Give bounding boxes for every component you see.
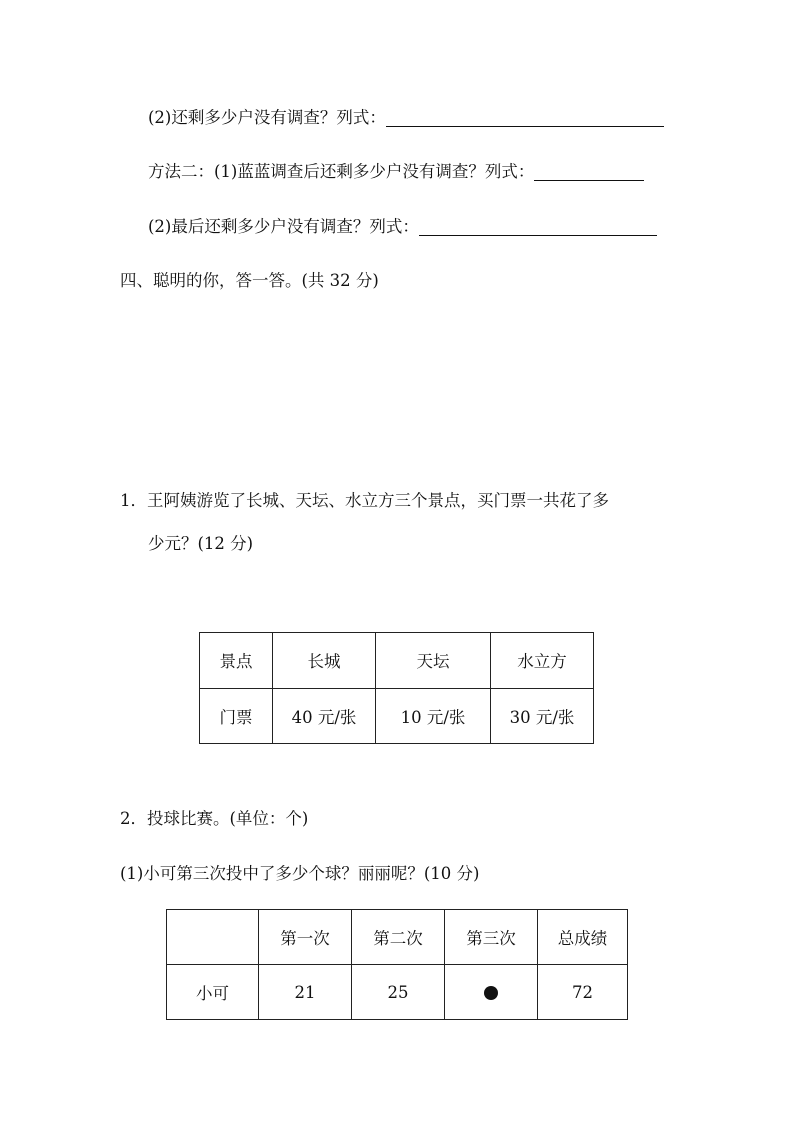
- table-row: [200, 633, 594, 689]
- table-cell: 30 元/张: [491, 688, 594, 744]
- section-4-heading: 四、聪明的你，答一答。(共 32 分): [120, 271, 379, 290]
- table-header-cell: 总成绩: [538, 910, 628, 965]
- question-text: (2)还剩多少户没有调查？列式：: [148, 108, 386, 127]
- table-header-cell: 第三次: [445, 910, 538, 965]
- table-row: [167, 910, 628, 965]
- problem-1-text-line-2: 少元？(12 分): [148, 534, 254, 553]
- table-header-cell: [167, 910, 259, 965]
- table-header-cell: 景点: [200, 633, 273, 689]
- table-header-cell: 水立方: [491, 633, 594, 689]
- method-2-part-1: [148, 164, 644, 181]
- table-cell: 21: [259, 965, 352, 1020]
- unknown-value-dot-cell: [445, 965, 538, 1020]
- ticket-price-table: [199, 632, 594, 744]
- problem-2-question-1: (1)小可第三次投中了多少个球？丽丽呢？(10 分): [120, 864, 480, 883]
- score-table: [166, 909, 628, 1020]
- table-header-cell: 长城: [273, 633, 376, 689]
- table-cell: 40 元/张: [273, 688, 376, 744]
- unknown-value-dot: [484, 986, 498, 1000]
- question-text: 方法二：(1)蓝蓝调查后还剩多少户没有调查？列式：: [148, 162, 535, 181]
- answer-blank[interactable]: [534, 180, 644, 181]
- table-header-cell: 天坛: [376, 633, 491, 689]
- method-2-part-2: [148, 219, 657, 236]
- table-cell: 72: [538, 965, 628, 1020]
- question-text: (2)最后还剩多少户没有调查？列式：: [148, 217, 419, 236]
- table-header-cell: 第二次: [352, 910, 445, 965]
- question-3-2: [148, 110, 664, 127]
- answer-blank[interactable]: [419, 235, 657, 236]
- table-cell: 25: [352, 965, 445, 1020]
- table-cell: 门票: [200, 688, 273, 744]
- answer-blank[interactable]: [386, 126, 664, 127]
- table-cell: 小可: [167, 965, 259, 1020]
- table-row: [167, 965, 628, 1020]
- table-header-cell: 第一次: [259, 910, 352, 965]
- table-cell: 10 元/张: [376, 688, 491, 744]
- problem-2-title: 2．投球比赛。(单位：个): [120, 809, 309, 828]
- problem-1-text-line-1: 1．王阿姨游览了长城、天坛、水立方三个景点，买门票一共花了多: [120, 491, 609, 510]
- table-row: [200, 688, 594, 744]
